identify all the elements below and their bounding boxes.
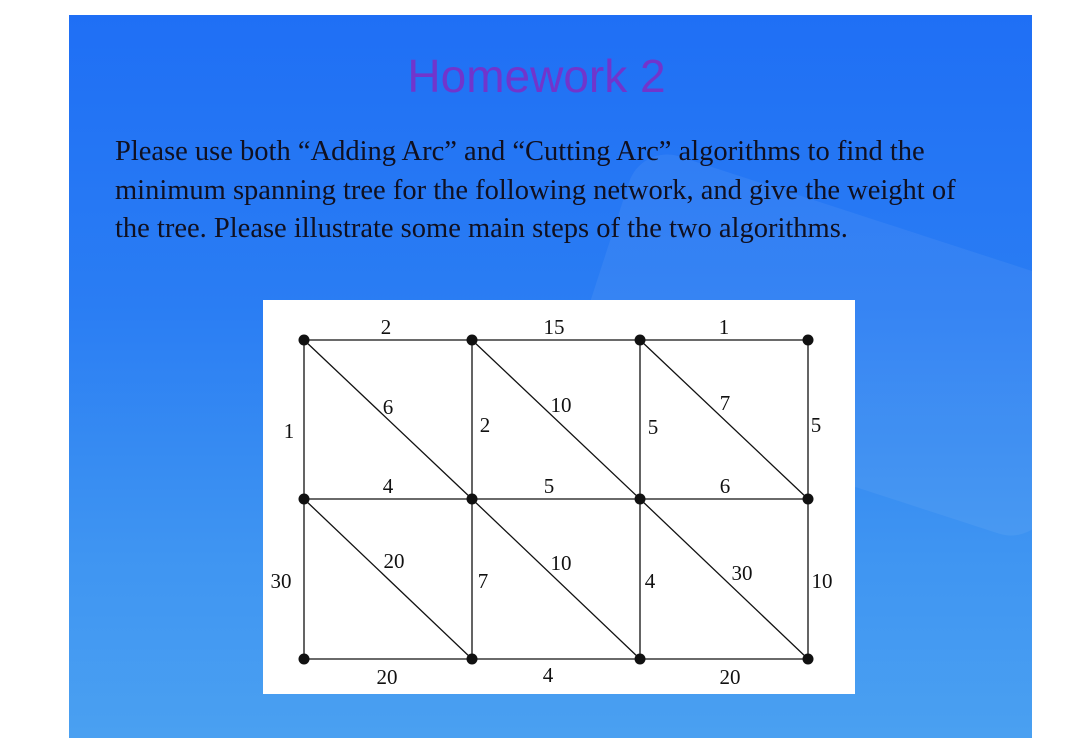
edge-weight-label: 20 <box>376 665 398 689</box>
node-C1 <box>299 654 310 665</box>
node-C4 <box>803 654 814 665</box>
edge-weight-label: 4 <box>382 474 394 498</box>
node-B4 <box>803 494 814 505</box>
node-A2 <box>467 335 478 346</box>
node-B1 <box>299 494 310 505</box>
edge-weight-label: 5 <box>810 413 822 437</box>
node-A1 <box>299 335 310 346</box>
network-diagram <box>263 300 855 694</box>
edge-weight-label: 5 <box>647 415 659 439</box>
edge-A2-B3 <box>472 340 640 499</box>
node-B3 <box>635 494 646 505</box>
edge-weight-label: 4 <box>542 663 554 687</box>
edge-weight-label: 10 <box>811 569 833 593</box>
edge-weight-label: 2 <box>479 413 491 437</box>
edge-weight-label: 20 <box>383 549 405 573</box>
edge-B1-C2 <box>304 499 472 659</box>
edge-weight-label: 4 <box>644 569 656 593</box>
node-A3 <box>635 335 646 346</box>
edge-weight-label: 2 <box>380 315 392 339</box>
network-graph <box>263 300 855 694</box>
edge-weight-label: 6 <box>719 474 731 498</box>
edge-weight-label: 15 <box>543 315 565 339</box>
edge-weight-label: 5 <box>543 474 555 498</box>
problem-statement: Please use both “Adding Arc” and “Cutting Arc” algorithms to find the minimum spanning tree for the following network, and give the weight of the tree. Please illustrate some main steps of the two algorithms. <box>115 136 956 244</box>
slide <box>69 15 1032 738</box>
node-C2 <box>467 654 478 665</box>
edge-weight-label: 6 <box>382 395 394 419</box>
slide-title: Homework 2 <box>407 50 666 102</box>
node-A4 <box>803 335 814 346</box>
node-C3 <box>635 654 646 665</box>
edge-B3-C4 <box>640 499 808 659</box>
edge-weight-label: 20 <box>719 665 741 689</box>
edge-weight-label: 1 <box>283 419 295 443</box>
edge-weight-label: 10 <box>550 393 572 417</box>
edge-weight-label: 30 <box>731 561 753 585</box>
edge-weight-label: 7 <box>719 391 731 415</box>
edge-weight-label: 10 <box>550 551 572 575</box>
node-B2 <box>467 494 478 505</box>
edge-B2-C3 <box>472 499 640 659</box>
edge-weight-label: 1 <box>718 315 730 339</box>
edge-weight-label: 7 <box>477 569 489 593</box>
edge-weight-label: 30 <box>270 569 292 593</box>
